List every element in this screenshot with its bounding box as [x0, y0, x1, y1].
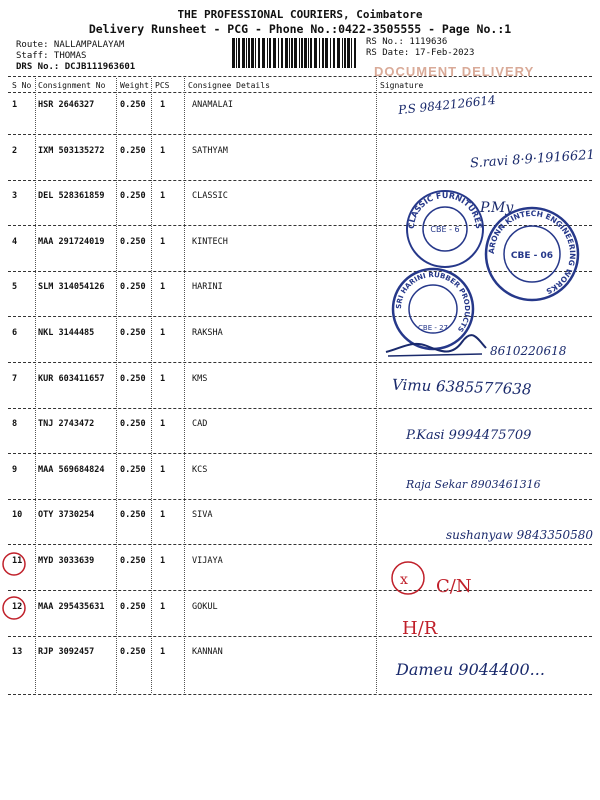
row-separator [8, 134, 592, 135]
row-sno: 9 [12, 464, 18, 475]
classic-stamp-outer: CLASSIC FURNITURES [406, 190, 484, 230]
kintech-stamp-inner: CBE - 06 [510, 251, 554, 261]
classic-stamp-inner: CBE - 6 [430, 225, 460, 234]
rs-date: RS Date: 17-Feb-2023 [366, 48, 475, 58]
row-sno: 2 [12, 145, 18, 156]
row-consignee: SIVA [192, 510, 213, 521]
row-pcs: 1 [160, 328, 166, 338]
row-separator [8, 316, 592, 317]
svg-text:x: x [400, 572, 408, 588]
row-sno: 4 [12, 236, 18, 247]
row-sno: 7 [12, 373, 18, 384]
separator-header [8, 92, 592, 93]
row-pcs: 1 [160, 601, 166, 612]
row-pcs: 1 [160, 373, 166, 384]
row-pcs: 1 [160, 419, 166, 430]
row-sno: 10 [12, 510, 23, 521]
row-separator [8, 408, 592, 409]
rs-number: RS No.: 1119636 [366, 37, 448, 47]
row-consignee: HARINI [192, 282, 223, 293]
row-weight: 0.250 [120, 328, 146, 338]
document-delivery-stamp: DOCUMENT DELIVERY [374, 64, 535, 79]
handwriting-row1: P.S 9842126614 [397, 92, 497, 118]
handwriting-row11: C/N [436, 576, 472, 597]
row-separator [8, 362, 592, 363]
row-weight: 0.250 [120, 647, 146, 658]
col-consignee: Consignee Details [188, 81, 270, 90]
row-sno: 3 [12, 191, 18, 202]
row-weight: 0.250 [120, 282, 146, 293]
row-consignment: SLM 314054126 [38, 282, 105, 293]
row-sno: 6 [12, 328, 18, 338]
col-signature: Signature [380, 81, 424, 90]
row-consignee: VIJAYA [192, 556, 223, 566]
row-consignment: MYD 3033639 [38, 556, 95, 566]
row-consignment: NKL 3144485 [38, 328, 95, 338]
row-consignment: DEL 528361859 [38, 191, 105, 202]
row-consignment: MAA 291724019 [38, 236, 105, 247]
red-annotations [0, 540, 600, 660]
row-consignment: KUR 603411657 [38, 373, 105, 384]
row-consignee: KANNAN [192, 647, 223, 658]
runsheet-title: Delivery Runsheet - PCG - Phone No.:0422-3505555 - Page No.:1 [88, 22, 512, 36]
route-label: Route: NALLAMPALAYAM [16, 40, 125, 50]
row-consignment: MAA 295435631 [38, 601, 105, 612]
row-consignee: GOKUL [192, 601, 218, 612]
row-pcs: 1 [160, 191, 166, 202]
kintech-stamp [482, 204, 582, 304]
row-pcs: 1 [160, 236, 166, 247]
handwriting-row6: 8610220618 [490, 344, 567, 358]
row-consignee: ANAMALAI [192, 100, 233, 110]
row-consignee: CLASSIC [192, 191, 228, 202]
separator-bottom [8, 694, 592, 695]
row-sno: 12 [12, 601, 23, 612]
row-sno: 1 [12, 100, 18, 110]
handwriting-row2: S.ravi 8·9·1916621 [469, 147, 596, 172]
classic-stamp [404, 188, 486, 270]
row-sno: 13 [12, 647, 23, 658]
separator-top [8, 76, 592, 77]
row-consignee: KMS [192, 373, 208, 384]
handwriting-row7: Vimu 6385577638 [391, 375, 532, 399]
row-weight: 0.250 [120, 510, 146, 521]
col-consignment: Consignment No [38, 81, 106, 90]
row-consignment: OTY 3730254 [38, 510, 95, 521]
row-weight: 0.250 [120, 100, 146, 110]
staff-label: Staff: THOMAS [16, 51, 87, 61]
row-separator [8, 499, 592, 500]
row-sno: 11 [12, 556, 23, 566]
row-separator [8, 453, 592, 454]
row-consignment: IXM 503135272 [38, 145, 105, 156]
row-consignee: SATHYAM [192, 145, 228, 156]
col-pcs: PCS [155, 81, 170, 90]
row-weight: 0.250 [120, 373, 146, 384]
row-pcs: 1 [160, 510, 166, 521]
handwriting-row8: P.Kasi 9994475709 [406, 428, 532, 443]
row-weight: 0.250 [120, 419, 146, 430]
row-pcs: 1 [160, 647, 166, 658]
row-consignment: TNJ 2743472 [38, 419, 95, 430]
row-weight: 0.250 [120, 464, 146, 475]
row-weight: 0.250 [120, 145, 146, 156]
barcode [232, 38, 358, 68]
row-pcs: 1 [160, 556, 166, 566]
row-consignee: KCS [192, 464, 208, 475]
row-weight: 0.250 [120, 601, 146, 612]
row-sno: 5 [12, 282, 18, 293]
row-pcs: 1 [160, 100, 166, 110]
row-separator [8, 180, 592, 181]
barcode-icon [232, 38, 358, 68]
row-weight: 0.250 [120, 556, 146, 566]
row-consignment: HSR 2646327 [38, 100, 95, 110]
harini-stamp-inner: CBE - 27 [418, 324, 448, 332]
col-sno: S No [12, 81, 32, 90]
handwriting-row12: H/R [402, 618, 438, 639]
row-consignee: KINTECH [192, 236, 228, 247]
drs-number: DRS No.: DCJB111963601 [16, 62, 136, 72]
row-sno: 8 [12, 419, 18, 430]
kintech-stamp-outer: ARONN KINTECH ENGINEERING WORKS [486, 208, 578, 296]
row-pcs: 1 [160, 145, 166, 156]
signature-scribble-row6 [382, 330, 492, 360]
harini-stamp-outer: SRI HARINI RUBBER PRODUCTS [394, 270, 472, 334]
row-weight: 0.250 [120, 236, 146, 247]
col-weight: Weight [120, 81, 149, 90]
handwriting-row9: Raja Sekar 8903461316 [406, 478, 541, 491]
row-pcs: 1 [160, 282, 166, 293]
row-consignment: RJP 3092457 [38, 647, 95, 658]
handwriting-row13: Dameu 9044400... [396, 660, 545, 679]
row-weight: 0.250 [120, 191, 146, 202]
row-consignment: MAA 569684824 [38, 464, 105, 475]
handwriting-row10: sushanyaw 9843350580 [446, 528, 594, 542]
company-title: THE PROFESSIONAL COURIERS, Coimbatore [177, 8, 423, 21]
row-consignee: CAD [192, 419, 208, 430]
handwriting-row3: P.My [480, 200, 514, 216]
row-pcs: 1 [160, 464, 166, 475]
row-consignee: RAKSHA [192, 328, 223, 338]
